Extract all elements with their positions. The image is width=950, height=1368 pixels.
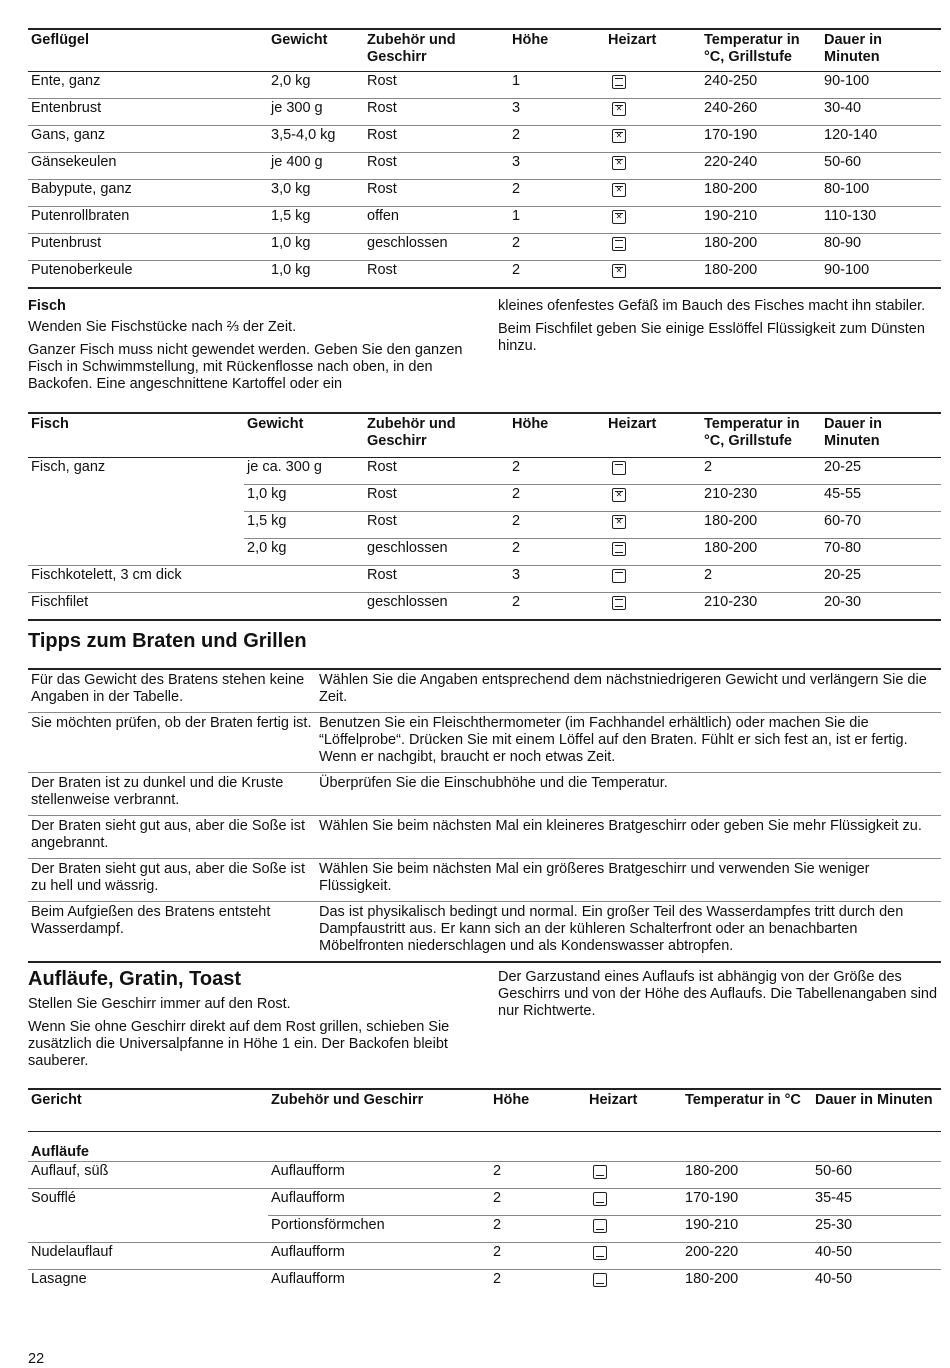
cell-gewicht: je ca. 300 g xyxy=(244,457,364,484)
cell-name: Entenbrust xyxy=(28,98,268,125)
cell-temp: 2 xyxy=(701,457,821,484)
cell-temp: 200-220 xyxy=(682,1242,812,1269)
cell-zubehoer: Auflaufform xyxy=(268,1242,490,1269)
umluft-grill-icon xyxy=(612,264,626,278)
cell-name xyxy=(28,511,244,538)
cell-hoehe: 2 xyxy=(509,511,605,538)
header-cell: Fisch xyxy=(31,416,69,432)
cell-hoehe: 3 xyxy=(509,152,605,179)
cell-zubehoer: Rost xyxy=(364,125,509,152)
cell-heizart xyxy=(605,233,701,260)
table-row xyxy=(28,669,941,713)
cell-name: Lasagne xyxy=(28,1269,268,1296)
table-row xyxy=(28,1242,941,1269)
header-cell: Temperatur in °C, Grillstufe xyxy=(704,416,800,449)
cell-name: Babypute, ganz xyxy=(28,179,268,206)
fisch-paragraph: Wenden Sie Fischstücke nach ⅔ der Zeit. xyxy=(28,319,297,335)
umluft-grill-icon xyxy=(612,129,626,143)
cell-gewicht: 3,5-4,0 kg xyxy=(268,125,364,152)
table-header xyxy=(28,413,941,457)
tipps-title: Tipps zum Braten und Grillen xyxy=(28,630,307,652)
cell-temp: 220-240 xyxy=(701,152,821,179)
cell-zubehoer: geschlossen xyxy=(364,233,509,260)
cell-temp: 210-230 xyxy=(701,592,821,620)
cell-gewicht: 1,5 kg xyxy=(268,206,364,233)
umluft-grill-icon xyxy=(612,515,626,529)
cell-hoehe: 2 xyxy=(509,125,605,152)
tipp-problem: Der Braten sieht gut aus, aber die Soße ist zu hell und wässrig. xyxy=(28,859,316,902)
cell-gewicht: 1,0 kg xyxy=(268,233,364,260)
cell-hoehe: 2 xyxy=(509,260,605,288)
cell-heizart xyxy=(605,565,701,592)
tipp-problem: Der Braten ist zu dunkel und die Kruste stellenweise verbrannt. xyxy=(28,773,316,816)
cell-temp: 2 xyxy=(701,565,821,592)
cell-gewicht: je 400 g xyxy=(268,152,364,179)
cell-zubehoer: Portionsförmchen xyxy=(268,1215,490,1242)
unterhitze-icon xyxy=(593,1165,607,1179)
cell-temp: 190-210 xyxy=(682,1215,812,1242)
tipp-problem: Für das Gewicht des Bratens stehen keine Angaben in der Tabelle. xyxy=(31,672,305,705)
section-label: Aufläufe xyxy=(28,1131,941,1161)
umluft-grill-icon xyxy=(612,183,626,197)
table-row xyxy=(28,125,941,152)
gefluegel-table xyxy=(28,28,941,289)
cell-hoehe: 2 xyxy=(509,538,605,565)
cell-name: Ente, ganz xyxy=(28,71,268,98)
table-row xyxy=(28,1215,941,1242)
header-cell: Zubehör und Geschirr xyxy=(367,416,456,449)
table-row xyxy=(28,71,941,98)
cell-name xyxy=(28,484,244,511)
umluft-grill-icon xyxy=(612,210,626,224)
cell-gewicht: 2,0 kg xyxy=(244,538,364,565)
tipp-solution: Wählen Sie beim nächsten Mal ein kleineres Bratgeschirr oder geben Sie mehr Flüssigkeit zu. xyxy=(316,816,941,859)
cell-dauer: 80-90 xyxy=(821,233,941,260)
cell-dauer: 40-50 xyxy=(812,1242,941,1269)
cell-temp: 170-190 xyxy=(701,125,821,152)
fisch-table xyxy=(28,412,941,621)
cell-heizart xyxy=(586,1161,682,1188)
cell-name: Fischkotelett, 3 cm dick xyxy=(28,565,244,592)
cell-name: Fischfilet xyxy=(28,592,244,620)
cell-temp: 180-200 xyxy=(701,179,821,206)
cell-heizart xyxy=(605,592,701,620)
ober-unterhitze-icon xyxy=(612,237,626,251)
auflaeufe-table xyxy=(28,1088,941,1296)
section-row xyxy=(28,1131,941,1161)
grill-icon xyxy=(612,569,626,583)
tipp-solution: Wählen Sie beim nächsten Mal ein größeres Bratgeschirr und verwenden Sie weniger Flüssigkeit. xyxy=(316,859,941,902)
cell-temp: 180-200 xyxy=(701,260,821,288)
cell-gewicht: 2,0 kg xyxy=(268,71,364,98)
header-cell: Dauer in Minuten xyxy=(824,416,883,449)
header-cell: Zubehör und Geschirr xyxy=(367,32,456,65)
tipp-solution: Überprüfen Sie die Einschubhöhe und die Temperatur. xyxy=(316,773,941,816)
cell-name: Auflauf, süß xyxy=(28,1161,268,1188)
cell-dauer: 20-25 xyxy=(821,457,941,484)
cell-zubehoer: Rost xyxy=(364,511,509,538)
cell-dauer: 35-45 xyxy=(812,1188,941,1215)
cell-zubehoer: Rost xyxy=(364,71,509,98)
table-row xyxy=(28,233,941,260)
table-row xyxy=(28,98,941,125)
cell-dauer: 70-80 xyxy=(821,538,941,565)
header-cell: Geflügel xyxy=(31,32,90,48)
fisch-text-left xyxy=(28,298,478,399)
auflaeufe-text-right xyxy=(498,969,941,1026)
table-row xyxy=(28,773,941,816)
cell-name: Nudelauflauf xyxy=(28,1242,268,1269)
cell-dauer: 120-140 xyxy=(821,125,941,152)
cell-heizart xyxy=(605,538,701,565)
tipp-solution: Das ist physikalisch bedingt und normal. Ein großer Teil des Wasserdampfes tritt durch den Dampfaustritt aus. Er kann sich an der kühleren Schalterfront oder an benachbarten Möbelfronten niederschlagen und als Kondenswasser abtropfen. xyxy=(316,902,941,963)
header-cell: Höhe xyxy=(493,1092,530,1108)
cell-hoehe: 1 xyxy=(509,206,605,233)
header-cell: Temperatur in °C xyxy=(685,1092,801,1108)
unterhitze-icon xyxy=(593,1219,607,1233)
cell-heizart xyxy=(605,511,701,538)
cell-hoehe: 2 xyxy=(509,484,605,511)
cell-heizart xyxy=(605,152,701,179)
cell-zubehoer: Rost xyxy=(364,179,509,206)
cell-heizart xyxy=(605,98,701,125)
cell-hoehe: 2 xyxy=(509,233,605,260)
header-cell: Höhe xyxy=(512,416,549,432)
fisch-heading: Fisch xyxy=(28,298,66,314)
table-row xyxy=(28,484,941,511)
cell-zubehoer: Auflaufform xyxy=(268,1188,490,1215)
cell-name: Soufflé xyxy=(28,1188,268,1215)
cell-zubehoer: Rost xyxy=(364,457,509,484)
fisch-paragraph: Ganzer Fisch muss nicht gewendet werden. Geben Sie den ganzen Fisch in Schwimmstellung, mit Rückenflosse nach oben, in den Backofen. Eine angeschnittene Kartoffel oder ein xyxy=(28,342,463,392)
unterhitze-icon xyxy=(593,1192,607,1206)
table-header xyxy=(28,1089,941,1131)
cell-temp: 190-210 xyxy=(701,206,821,233)
cell-temp: 210-230 xyxy=(701,484,821,511)
cell-name: Putenbrust xyxy=(28,233,268,260)
cell-name xyxy=(28,538,244,565)
cell-heizart xyxy=(605,457,701,484)
cell-hoehe: 2 xyxy=(490,1269,586,1296)
cell-gewicht: 3,0 kg xyxy=(268,179,364,206)
tipp-solution: Benutzen Sie ein Fleischthermometer (im Fachhandel erhältlich) oder machen Sie die “Löffelprobe“. Drücken Sie mit einem Löffel auf den Braten. Fühlt er sich fest an, ist er fertig. Wenn er nachgibt, braucht er noch etwas Zeit. xyxy=(316,713,941,773)
cell-heizart xyxy=(605,206,701,233)
cell-name: Fisch, ganz xyxy=(28,457,244,484)
cell-hoehe: 2 xyxy=(509,592,605,620)
cell-zubehoer: geschlossen xyxy=(364,538,509,565)
table-row xyxy=(28,179,941,206)
umluft-grill-icon xyxy=(612,102,626,116)
auflaeufe-paragraph: Der Garzustand eines Auflaufs ist abhängig von der Größe des Geschirrs und von der Höhe des Auflaufs. Die Tabellenangaben sind nur Richtwerte. xyxy=(498,969,938,1019)
table-row xyxy=(28,592,941,620)
cell-temp: 180-200 xyxy=(701,233,821,260)
header-cell: Heizart xyxy=(608,416,657,432)
fisch-paragraph: Beim Fischfilet geben Sie einige Esslöffel Flüssigkeit zum Dünsten hinzu. xyxy=(498,321,925,354)
cell-temp: 240-260 xyxy=(701,98,821,125)
header-cell: Dauer in Minuten xyxy=(824,32,883,65)
cell-gewicht: 1,0 kg xyxy=(244,484,364,511)
cell-hoehe: 2 xyxy=(490,1161,586,1188)
cell-heizart xyxy=(605,260,701,288)
header-cell: Temperatur in °C, Grillstufe xyxy=(704,32,800,65)
umluft-grill-icon xyxy=(612,156,626,170)
ober-unterhitze-icon xyxy=(612,596,626,610)
cell-gewicht xyxy=(244,565,364,592)
cell-zubehoer: Rost xyxy=(364,152,509,179)
table-row xyxy=(28,206,941,233)
cell-dauer: 30-40 xyxy=(821,98,941,125)
fisch-text-right xyxy=(498,298,941,361)
table-row xyxy=(28,816,941,859)
cell-dauer: 50-60 xyxy=(821,152,941,179)
cell-name: Putenrollbraten xyxy=(28,206,268,233)
table-row xyxy=(28,1161,941,1188)
table-row xyxy=(28,152,941,179)
header-cell: Heizart xyxy=(608,32,657,48)
cell-dauer: 60-70 xyxy=(821,511,941,538)
header-cell: Dauer in Minuten xyxy=(815,1092,933,1108)
cell-dauer: 80-100 xyxy=(821,179,941,206)
cell-heizart xyxy=(586,1215,682,1242)
tipp-problem: Sie möchten prüfen, ob der Braten fertig ist. xyxy=(28,713,316,773)
cell-hoehe: 2 xyxy=(490,1215,586,1242)
table-row xyxy=(28,902,941,963)
cell-zubehoer: Auflaufform xyxy=(268,1269,490,1296)
cell-gewicht: 1,0 kg xyxy=(268,260,364,288)
cell-hoehe: 1 xyxy=(509,71,605,98)
table-header xyxy=(28,29,941,71)
table-row xyxy=(28,859,941,902)
unterhitze-icon xyxy=(593,1273,607,1287)
table-row xyxy=(28,713,941,773)
cell-gewicht: je 300 g xyxy=(268,98,364,125)
cell-gewicht xyxy=(244,592,364,620)
page-number: 22 xyxy=(28,1351,45,1367)
cell-gewicht: 1,5 kg xyxy=(244,511,364,538)
cell-hoehe: 3 xyxy=(509,98,605,125)
tipp-problem: Beim Aufgießen des Bratens entsteht Wasserdampf. xyxy=(28,902,316,963)
cell-zubehoer: Auflaufform xyxy=(268,1161,490,1188)
table-row xyxy=(28,1269,941,1296)
cell-temp: 170-190 xyxy=(682,1188,812,1215)
cell-name xyxy=(28,1215,268,1242)
cell-dauer: 90-100 xyxy=(821,260,941,288)
auflaeufe-paragraph: Stellen Sie Geschirr immer auf den Rost. xyxy=(28,996,291,1012)
cell-zubehoer: Rost xyxy=(364,484,509,511)
cell-dauer: 50-60 xyxy=(812,1161,941,1188)
cell-name: Putenoberkeule xyxy=(28,260,268,288)
table-row xyxy=(28,457,941,484)
cell-heizart xyxy=(605,71,701,98)
fisch-paragraph: kleines ofenfestes Gefäß im Bauch des Fisches macht ihn stabiler. xyxy=(498,298,926,314)
ober-unterhitze-icon xyxy=(612,75,626,89)
cell-heizart xyxy=(605,484,701,511)
cell-name: Gänsekeulen xyxy=(28,152,268,179)
cell-dauer: 40-50 xyxy=(812,1269,941,1296)
cell-dauer: 20-25 xyxy=(821,565,941,592)
tipp-solution: Wählen Sie die Angaben entsprechend dem nächstniedrigeren Gewicht und verlängern Sie die Zeit. xyxy=(319,672,927,705)
header-cell: Höhe xyxy=(512,32,549,48)
auflaeufe-text-left xyxy=(28,996,478,1076)
umluft-grill-icon xyxy=(612,488,626,502)
cell-zubehoer: offen xyxy=(364,206,509,233)
cell-hoehe: 2 xyxy=(490,1242,586,1269)
cell-temp: 180-200 xyxy=(701,538,821,565)
header-cell: Gewicht xyxy=(271,32,328,48)
cell-zubehoer: Rost xyxy=(364,98,509,125)
table-row xyxy=(28,260,941,288)
unterhitze-icon xyxy=(593,1246,607,1260)
cell-heizart xyxy=(586,1269,682,1296)
tipp-problem: Der Braten sieht gut aus, aber die Soße ist angebrannt. xyxy=(28,816,316,859)
cell-zubehoer: geschlossen xyxy=(364,592,509,620)
ober-unterhitze-icon xyxy=(612,542,626,556)
cell-temp: 240-250 xyxy=(701,71,821,98)
cell-hoehe: 2 xyxy=(490,1188,586,1215)
cell-name: Gans, ganz xyxy=(28,125,268,152)
cell-heizart xyxy=(586,1242,682,1269)
grill-icon xyxy=(612,461,626,475)
cell-zubehoer: Rost xyxy=(364,565,509,592)
cell-hoehe: 2 xyxy=(509,179,605,206)
cell-heizart xyxy=(586,1188,682,1215)
cell-dauer: 90-100 xyxy=(821,71,941,98)
auflaeufe-paragraph: Wenn Sie ohne Geschirr direkt auf dem Rost grillen, schieben Sie zusätzlich die Universalpfanne in Höhe 1 ein. Der Backofen bleibt sauberer. xyxy=(28,1019,450,1069)
cell-dauer: 45-55 xyxy=(821,484,941,511)
tipps-table xyxy=(28,668,941,963)
cell-heizart xyxy=(605,179,701,206)
table-row xyxy=(28,1188,941,1215)
header-cell: Gericht xyxy=(31,1092,82,1108)
cell-zubehoer: Rost xyxy=(364,260,509,288)
header-cell: Gewicht xyxy=(247,416,304,432)
cell-hoehe: 2 xyxy=(509,457,605,484)
header-cell: Heizart xyxy=(589,1092,638,1108)
table-row xyxy=(28,511,941,538)
cell-temp: 180-200 xyxy=(682,1161,812,1188)
header-cell: Zubehör und Geschirr xyxy=(271,1092,424,1108)
cell-dauer: 20-30 xyxy=(821,592,941,620)
cell-temp: 180-200 xyxy=(701,511,821,538)
table-row xyxy=(28,565,941,592)
cell-dauer: 110-130 xyxy=(821,206,941,233)
cell-dauer: 25-30 xyxy=(812,1215,941,1242)
cell-heizart xyxy=(605,125,701,152)
cell-hoehe: 3 xyxy=(509,565,605,592)
cell-temp: 180-200 xyxy=(682,1269,812,1296)
table-row xyxy=(28,538,941,565)
auflaeufe-title: Aufläufe, Gratin, Toast xyxy=(28,968,241,990)
